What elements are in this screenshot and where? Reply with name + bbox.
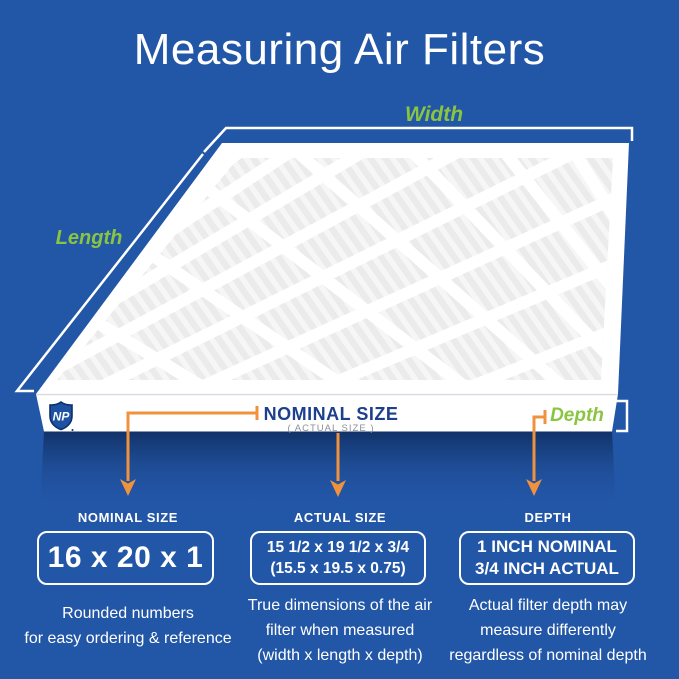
nominal-size-description xyxy=(16,601,240,651)
band-title: NOMINAL SIZE xyxy=(263,404,399,424)
nominal-size-value: 16 x 20 x 1 xyxy=(47,541,204,574)
filter-reflection xyxy=(40,431,616,510)
description-line: measure differently xyxy=(480,622,616,639)
nominal-size-box xyxy=(37,531,214,585)
page-title: Measuring Air Filters xyxy=(133,25,546,74)
length-label: Length xyxy=(55,227,123,249)
column-header-actual-size: ACTUAL SIZE xyxy=(293,510,387,525)
column-header-nominal-size: NOMINAL SIZE xyxy=(77,510,179,525)
depth-value-actual: 3/4 INCH ACTUAL xyxy=(475,559,619,578)
depth-bracket xyxy=(616,401,627,431)
actual-size-value-fraction: 15 1/2 x 19 1/2 x 3/4 xyxy=(266,539,410,556)
description-line: (width x length x depth) xyxy=(257,647,423,664)
brand-logo-text: NP xyxy=(52,409,70,424)
actual-size-box xyxy=(250,531,426,585)
description-line: regardless of nominal depth xyxy=(449,647,647,664)
brand-logo-registered-mark xyxy=(72,429,74,431)
column-header-depth: DEPTH xyxy=(524,510,572,525)
description-line: Actual filter depth may xyxy=(468,597,628,614)
description-line: filter when measured xyxy=(265,622,415,639)
description-line: for easy ordering & reference xyxy=(24,630,232,647)
depth-box xyxy=(459,531,635,585)
depth-label: Depth xyxy=(550,405,604,426)
depth-description xyxy=(442,593,654,668)
description-line: True dimensions of the air xyxy=(247,597,433,614)
actual-size-value-decimal: (15.5 x 19.5 x 0.75) xyxy=(270,560,406,577)
depth-value-nominal: 1 INCH NOMINAL xyxy=(477,537,617,556)
width-label: Width xyxy=(404,103,464,126)
actual-size-description xyxy=(240,593,440,668)
description-line: Rounded numbers xyxy=(62,605,194,622)
band-subtitle: ( ACTUAL SIZE ) xyxy=(287,423,375,434)
